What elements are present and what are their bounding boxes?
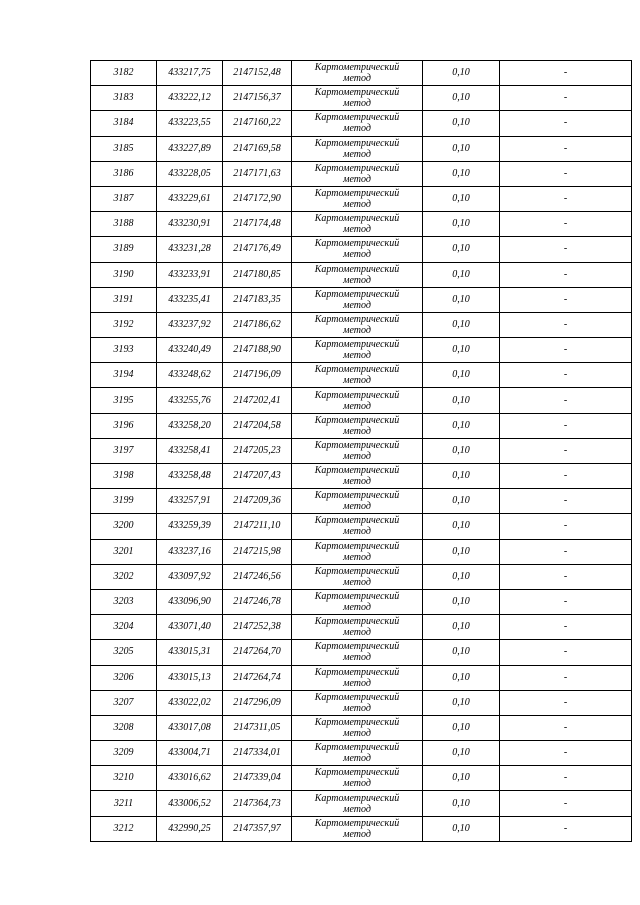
y-coordinate-cell: 2147246,56	[223, 564, 292, 589]
method-text-line2: метод	[343, 702, 371, 714]
point-number-cell: 3210	[91, 766, 157, 791]
x-coordinate-cell: 433230,91	[157, 212, 223, 237]
method-text-line1: Картометрический	[314, 339, 400, 351]
point-number-cell: 3192	[91, 312, 157, 337]
method-text-line2: метод	[343, 123, 371, 135]
accuracy-cell: 0,10	[423, 690, 500, 715]
method-cell	[292, 363, 423, 388]
table-row	[91, 388, 632, 413]
note-cell: -	[500, 61, 632, 86]
method-text-line2: метод	[343, 173, 371, 185]
y-coordinate-cell: 2147186,62	[223, 312, 292, 337]
point-number-cell: 3182	[91, 61, 157, 86]
table-row	[91, 514, 632, 539]
y-coordinate-cell: 2147169,58	[223, 136, 292, 161]
method-text-line2: метод	[343, 425, 371, 437]
method-cell	[292, 438, 423, 463]
method-text-line1: Картометрический	[314, 591, 400, 603]
method-cell	[292, 212, 423, 237]
method-text-line1: Картометрический	[314, 616, 400, 628]
accuracy-cell: 0,10	[423, 464, 500, 489]
x-coordinate-cell: 433231,28	[157, 237, 223, 262]
x-coordinate-cell: 433015,31	[157, 640, 223, 665]
x-coordinate-cell: 433227,89	[157, 136, 223, 161]
y-coordinate-cell: 2147264,70	[223, 640, 292, 665]
x-coordinate-cell: 433097,92	[157, 564, 223, 589]
accuracy-cell: 0,10	[423, 312, 500, 337]
x-coordinate-cell: 433258,48	[157, 464, 223, 489]
method-text-line2: метод	[343, 98, 371, 110]
accuracy-cell: 0,10	[423, 816, 500, 841]
method-text-line1: Картометрический	[314, 465, 400, 477]
table-row	[91, 136, 632, 161]
method-text-line1: Картометрический	[314, 162, 400, 174]
table-row	[91, 338, 632, 363]
method-text-line1: Картометрический	[314, 439, 400, 451]
note-cell: -	[500, 388, 632, 413]
note-cell: -	[500, 640, 632, 665]
method-cell	[292, 287, 423, 312]
accuracy-cell: 0,10	[423, 136, 500, 161]
accuracy-cell: 0,10	[423, 589, 500, 614]
x-coordinate-cell: 433017,08	[157, 715, 223, 740]
x-coordinate-cell: 433237,92	[157, 312, 223, 337]
y-coordinate-cell: 2147171,63	[223, 161, 292, 186]
method-cell	[292, 262, 423, 287]
note-cell: -	[500, 136, 632, 161]
point-number-cell: 3191	[91, 287, 157, 312]
method-text-line1: Картометрический	[314, 817, 400, 829]
method-text-line1: Картометрический	[314, 263, 400, 275]
method-text-line1: Картометрический	[314, 767, 400, 779]
note-cell: -	[500, 287, 632, 312]
table-row	[91, 741, 632, 766]
method-text-line1: Картометрический	[314, 515, 400, 527]
x-coordinate-cell: 433004,71	[157, 741, 223, 766]
method-cell	[292, 312, 423, 337]
method-cell	[292, 589, 423, 614]
y-coordinate-cell: 2147211,10	[223, 514, 292, 539]
accuracy-cell: 0,10	[423, 715, 500, 740]
method-text-line2: метод	[343, 753, 371, 765]
y-coordinate-cell: 2147152,48	[223, 61, 292, 86]
note-cell: -	[500, 262, 632, 287]
method-cell	[292, 136, 423, 161]
method-text-line1: Картометрический	[314, 112, 400, 124]
accuracy-cell: 0,10	[423, 86, 500, 111]
accuracy-cell: 0,10	[423, 237, 500, 262]
point-number-cell: 3206	[91, 665, 157, 690]
point-number-cell: 3202	[91, 564, 157, 589]
method-text-line2: метод	[343, 828, 371, 840]
x-coordinate-cell: 433240,49	[157, 338, 223, 363]
method-text-line2: метод	[343, 551, 371, 563]
method-text-line1: Картометрический	[314, 87, 400, 99]
method-text-line2: метод	[343, 324, 371, 336]
table-row	[91, 438, 632, 463]
table-row	[91, 791, 632, 816]
accuracy-cell: 0,10	[423, 766, 500, 791]
method-text-line2: метод	[343, 576, 371, 588]
accuracy-cell: 0,10	[423, 489, 500, 514]
table-row	[91, 665, 632, 690]
table-row	[91, 111, 632, 136]
method-text-line1: Картометрический	[314, 238, 400, 250]
method-text-line2: метод	[343, 652, 371, 664]
method-cell	[292, 640, 423, 665]
note-cell: -	[500, 766, 632, 791]
point-number-cell: 3185	[91, 136, 157, 161]
method-text-line2: метод	[343, 375, 371, 387]
method-text-line1: Картометрический	[314, 641, 400, 653]
y-coordinate-cell: 2147172,90	[223, 186, 292, 211]
x-coordinate-cell: 433228,05	[157, 161, 223, 186]
method-cell	[292, 816, 423, 841]
method-cell	[292, 715, 423, 740]
point-number-cell: 3204	[91, 615, 157, 640]
table-row	[91, 161, 632, 186]
method-cell	[292, 766, 423, 791]
method-text-line2: метод	[343, 501, 371, 513]
method-text-line2: метод	[343, 73, 371, 85]
coordinates-table	[90, 60, 632, 842]
point-number-cell: 3209	[91, 741, 157, 766]
method-text-line1: Картометрический	[314, 716, 400, 728]
method-text-line1: Картометрический	[314, 313, 400, 325]
note-cell: -	[500, 86, 632, 111]
table-row	[91, 312, 632, 337]
point-number-cell: 3198	[91, 464, 157, 489]
table-row	[91, 766, 632, 791]
y-coordinate-cell: 2147196,09	[223, 363, 292, 388]
x-coordinate-cell: 433257,91	[157, 489, 223, 514]
method-cell	[292, 464, 423, 489]
y-coordinate-cell: 2147205,23	[223, 438, 292, 463]
x-coordinate-cell: 433016,62	[157, 766, 223, 791]
note-cell: -	[500, 741, 632, 766]
y-coordinate-cell: 2147207,43	[223, 464, 292, 489]
accuracy-cell: 0,10	[423, 61, 500, 86]
note-cell: -	[500, 212, 632, 237]
point-number-cell: 3183	[91, 86, 157, 111]
note-cell: -	[500, 363, 632, 388]
method-cell	[292, 61, 423, 86]
point-number-cell: 3195	[91, 388, 157, 413]
method-text-line2: метод	[343, 778, 371, 790]
note-cell: -	[500, 715, 632, 740]
method-cell	[292, 564, 423, 589]
point-number-cell: 3211	[91, 791, 157, 816]
note-cell: -	[500, 489, 632, 514]
y-coordinate-cell: 2147156,37	[223, 86, 292, 111]
method-text-line2: метод	[343, 350, 371, 362]
method-text-line1: Картометрический	[314, 490, 400, 502]
x-coordinate-cell: 433222,12	[157, 86, 223, 111]
accuracy-cell: 0,10	[423, 640, 500, 665]
x-coordinate-cell: 433258,20	[157, 413, 223, 438]
point-number-cell: 3190	[91, 262, 157, 287]
note-cell: -	[500, 816, 632, 841]
method-text-line2: метод	[343, 450, 371, 462]
method-text-line2: метод	[343, 249, 371, 261]
point-number-cell: 3207	[91, 690, 157, 715]
accuracy-cell: 0,10	[423, 741, 500, 766]
table-row	[91, 287, 632, 312]
method-text-line1: Картометрический	[314, 666, 400, 678]
point-number-cell: 3200	[91, 514, 157, 539]
note-cell: -	[500, 338, 632, 363]
accuracy-cell: 0,10	[423, 186, 500, 211]
y-coordinate-cell: 2147174,48	[223, 212, 292, 237]
table-row	[91, 640, 632, 665]
table-row	[91, 690, 632, 715]
method-cell	[292, 413, 423, 438]
accuracy-cell: 0,10	[423, 388, 500, 413]
y-coordinate-cell: 2147180,85	[223, 262, 292, 287]
y-coordinate-cell: 2147215,98	[223, 539, 292, 564]
x-coordinate-cell: 433248,62	[157, 363, 223, 388]
note-cell: -	[500, 690, 632, 715]
method-cell	[292, 791, 423, 816]
y-coordinate-cell: 2147296,09	[223, 690, 292, 715]
method-cell	[292, 489, 423, 514]
y-coordinate-cell: 2147357,97	[223, 816, 292, 841]
method-cell	[292, 111, 423, 136]
method-cell	[292, 186, 423, 211]
x-coordinate-cell: 433071,40	[157, 615, 223, 640]
table-row	[91, 564, 632, 589]
note-cell: -	[500, 312, 632, 337]
note-cell: -	[500, 161, 632, 186]
y-coordinate-cell: 2147209,36	[223, 489, 292, 514]
method-cell	[292, 388, 423, 413]
y-coordinate-cell: 2147202,41	[223, 388, 292, 413]
method-text-line2: метод	[343, 274, 371, 286]
note-cell: -	[500, 237, 632, 262]
method-cell	[292, 338, 423, 363]
table-row	[91, 715, 632, 740]
x-coordinate-cell: 433235,41	[157, 287, 223, 312]
note-cell: -	[500, 438, 632, 463]
x-coordinate-cell: 433229,61	[157, 186, 223, 211]
accuracy-cell: 0,10	[423, 111, 500, 136]
x-coordinate-cell: 433096,90	[157, 589, 223, 614]
point-number-cell: 3186	[91, 161, 157, 186]
method-text-line2: метод	[343, 727, 371, 739]
method-text-line1: Картометрический	[314, 213, 400, 225]
table-row	[91, 539, 632, 564]
note-cell: -	[500, 539, 632, 564]
point-number-cell: 3194	[91, 363, 157, 388]
x-coordinate-cell: 433022,02	[157, 690, 223, 715]
x-coordinate-cell: 433015,13	[157, 665, 223, 690]
accuracy-cell: 0,10	[423, 665, 500, 690]
y-coordinate-cell: 2147204,58	[223, 413, 292, 438]
point-number-cell: 3199	[91, 489, 157, 514]
method-text-line2: метод	[343, 148, 371, 160]
y-coordinate-cell: 2147311,05	[223, 715, 292, 740]
y-coordinate-cell: 2147339,04	[223, 766, 292, 791]
table-row	[91, 61, 632, 86]
accuracy-cell: 0,10	[423, 262, 500, 287]
y-coordinate-cell: 2147246,78	[223, 589, 292, 614]
method-cell	[292, 665, 423, 690]
method-text-line2: метод	[343, 476, 371, 488]
x-coordinate-cell: 433223,55	[157, 111, 223, 136]
coordinates-table-body	[91, 61, 632, 842]
accuracy-cell: 0,10	[423, 514, 500, 539]
accuracy-cell: 0,10	[423, 413, 500, 438]
x-coordinate-cell: 432990,25	[157, 816, 223, 841]
point-number-cell: 3212	[91, 816, 157, 841]
accuracy-cell: 0,10	[423, 539, 500, 564]
y-coordinate-cell: 2147188,90	[223, 338, 292, 363]
note-cell: -	[500, 514, 632, 539]
y-coordinate-cell: 2147160,22	[223, 111, 292, 136]
table-row	[91, 589, 632, 614]
point-number-cell: 3203	[91, 589, 157, 614]
accuracy-cell: 0,10	[423, 338, 500, 363]
y-coordinate-cell: 2147176,49	[223, 237, 292, 262]
accuracy-cell: 0,10	[423, 161, 500, 186]
method-text-line1: Картометрический	[314, 62, 400, 74]
point-number-cell: 3208	[91, 715, 157, 740]
note-cell: -	[500, 589, 632, 614]
method-cell	[292, 86, 423, 111]
note-cell: -	[500, 464, 632, 489]
point-number-cell: 3187	[91, 186, 157, 211]
method-text-line2: метод	[343, 803, 371, 815]
method-text-line1: Картометрический	[314, 288, 400, 300]
x-coordinate-cell: 433006,52	[157, 791, 223, 816]
method-text-line1: Картометрический	[314, 691, 400, 703]
method-text-line2: метод	[343, 677, 371, 689]
table-row	[91, 489, 632, 514]
note-cell: -	[500, 111, 632, 136]
note-cell: -	[500, 564, 632, 589]
point-number-cell: 3205	[91, 640, 157, 665]
table-row	[91, 86, 632, 111]
table-row	[91, 816, 632, 841]
method-text-line1: Картометрический	[314, 188, 400, 200]
x-coordinate-cell: 433233,91	[157, 262, 223, 287]
method-cell	[292, 615, 423, 640]
accuracy-cell: 0,10	[423, 363, 500, 388]
accuracy-cell: 0,10	[423, 791, 500, 816]
y-coordinate-cell: 2147252,38	[223, 615, 292, 640]
method-cell	[292, 514, 423, 539]
x-coordinate-cell: 433255,76	[157, 388, 223, 413]
method-text-line1: Картометрический	[314, 414, 400, 426]
method-text-line2: метод	[343, 400, 371, 412]
method-text-line1: Картометрический	[314, 565, 400, 577]
y-coordinate-cell: 2147334,01	[223, 741, 292, 766]
table-row	[91, 237, 632, 262]
table-row	[91, 615, 632, 640]
method-text-line2: метод	[343, 199, 371, 211]
y-coordinate-cell: 2147264,74	[223, 665, 292, 690]
method-cell	[292, 539, 423, 564]
method-text-line1: Картометрический	[314, 742, 400, 754]
x-coordinate-cell: 433259,39	[157, 514, 223, 539]
method-text-line2: метод	[343, 602, 371, 614]
accuracy-cell: 0,10	[423, 438, 500, 463]
method-cell	[292, 237, 423, 262]
method-text-line2: метод	[343, 627, 371, 639]
note-cell: -	[500, 791, 632, 816]
accuracy-cell: 0,10	[423, 615, 500, 640]
method-text-line1: Картометрический	[314, 389, 400, 401]
method-text-line2: метод	[343, 299, 371, 311]
point-number-cell: 3193	[91, 338, 157, 363]
method-cell	[292, 741, 423, 766]
method-cell	[292, 690, 423, 715]
note-cell: -	[500, 615, 632, 640]
table-row	[91, 413, 632, 438]
method-text-line1: Картометрический	[314, 792, 400, 804]
method-text-line1: Картометрический	[314, 364, 400, 376]
point-number-cell: 3189	[91, 237, 157, 262]
method-text-line2: метод	[343, 526, 371, 538]
y-coordinate-cell: 2147364,73	[223, 791, 292, 816]
method-text-line1: Картометрический	[314, 540, 400, 552]
method-cell	[292, 161, 423, 186]
table-row	[91, 262, 632, 287]
table-row	[91, 186, 632, 211]
accuracy-cell: 0,10	[423, 287, 500, 312]
x-coordinate-cell: 433217,75	[157, 61, 223, 86]
note-cell: -	[500, 413, 632, 438]
method-text-line1: Картометрический	[314, 137, 400, 149]
method-text-line2: метод	[343, 224, 371, 236]
accuracy-cell: 0,10	[423, 564, 500, 589]
accuracy-cell: 0,10	[423, 212, 500, 237]
point-number-cell: 3201	[91, 539, 157, 564]
table-row	[91, 464, 632, 489]
point-number-cell: 3196	[91, 413, 157, 438]
point-number-cell: 3188	[91, 212, 157, 237]
table-row	[91, 363, 632, 388]
x-coordinate-cell: 433258,41	[157, 438, 223, 463]
note-cell: -	[500, 665, 632, 690]
point-number-cell: 3184	[91, 111, 157, 136]
x-coordinate-cell: 433237,16	[157, 539, 223, 564]
table-row	[91, 212, 632, 237]
note-cell: -	[500, 186, 632, 211]
point-number-cell: 3197	[91, 438, 157, 463]
y-coordinate-cell: 2147183,35	[223, 287, 292, 312]
